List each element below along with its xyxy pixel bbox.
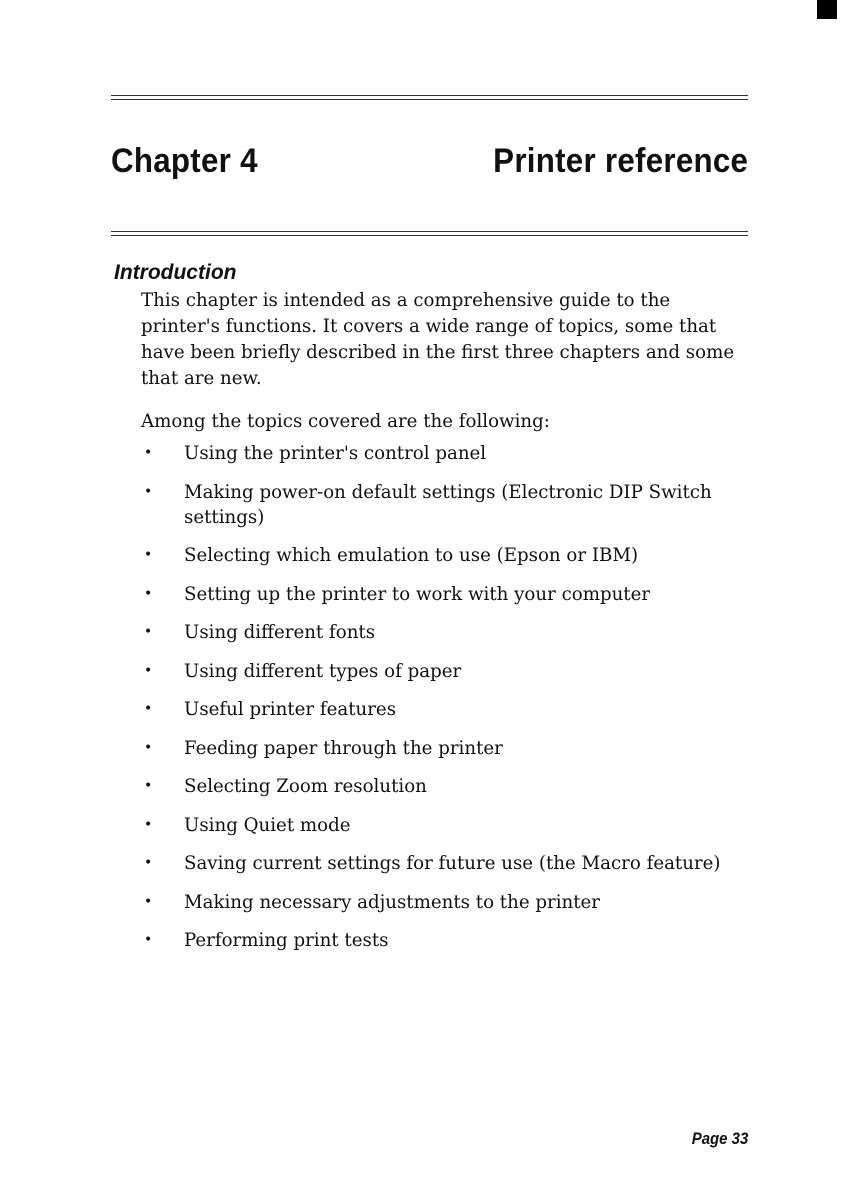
list-item-text: Using different fonts [184, 622, 376, 643]
list-item-text: Making power-on default settings (Electronic DIP Switch settings) [184, 481, 712, 528]
list-item [141, 890, 741, 915]
list-item-text: Feeding paper through the printer [184, 737, 503, 759]
bullet-icon: • [144, 547, 153, 563]
list-item-text: Selecting Zoom resolution [184, 776, 427, 797]
bottom-double-rule [111, 231, 748, 236]
chapter-title: Printer reference [492, 142, 748, 180]
list-item-text: Useful printer features [184, 699, 397, 720]
list-item [141, 813, 741, 838]
list-item-text: Using Quiet mode [184, 814, 351, 836]
bullet-icon: • [144, 893, 153, 910]
bullet-icon: • [144, 739, 153, 756]
list-item-text: Selecting which emulation to use (Epson or IBM) [184, 545, 639, 566]
intro-paragraph: This chapter is intended as a comprehensive guide to the printer's functions. It covers a wide range of topics, some that have been briefly described in the first three chapters and some that are new. [141, 290, 735, 389]
bullet-icon: • [144, 585, 153, 602]
bullet-icon: • [144, 701, 153, 717]
list-item [141, 774, 741, 799]
corner-registration-mark [817, 0, 837, 19]
list-item-text: Making necessary adjustments to the printer [184, 891, 600, 913]
list-item [141, 582, 741, 607]
page-number: Page 33 [691, 1129, 748, 1148]
section-heading: Introduction [114, 261, 237, 284]
bullet-icon: • [144, 624, 153, 640]
list-item [141, 543, 741, 568]
bullet-icon: • [144, 483, 153, 500]
top-double-rule [111, 95, 748, 100]
list-item [141, 441, 741, 466]
chapter-heading [111, 136, 748, 186]
bullet-icon: • [144, 932, 153, 948]
list-item-text: Saving current settings for future use (the Macro feature) [184, 853, 721, 874]
list-item-text: Performing print tests [184, 930, 389, 951]
list-item-text: Using the printer's control panel [184, 443, 487, 464]
list-item [141, 851, 741, 876]
list-item [141, 620, 741, 645]
bullet-icon: • [144, 778, 153, 794]
list-item-text: Using different types of paper [184, 660, 462, 682]
bullet-icon: • [144, 855, 153, 871]
bullet-icon: • [144, 662, 153, 679]
bullet-icon: • [144, 816, 153, 833]
list-item-text: Setting up the printer to work with your computer [184, 583, 651, 605]
bullet-icon: • [144, 445, 153, 461]
chapter-label: Chapter 4 [111, 142, 258, 180]
list-item [141, 697, 741, 722]
list-item [141, 928, 741, 953]
list-item [141, 659, 741, 684]
list-item [141, 480, 741, 530]
list-intro: Among the topics covered are the following: [141, 411, 550, 432]
list-item [141, 736, 741, 761]
topic-list [141, 441, 741, 967]
